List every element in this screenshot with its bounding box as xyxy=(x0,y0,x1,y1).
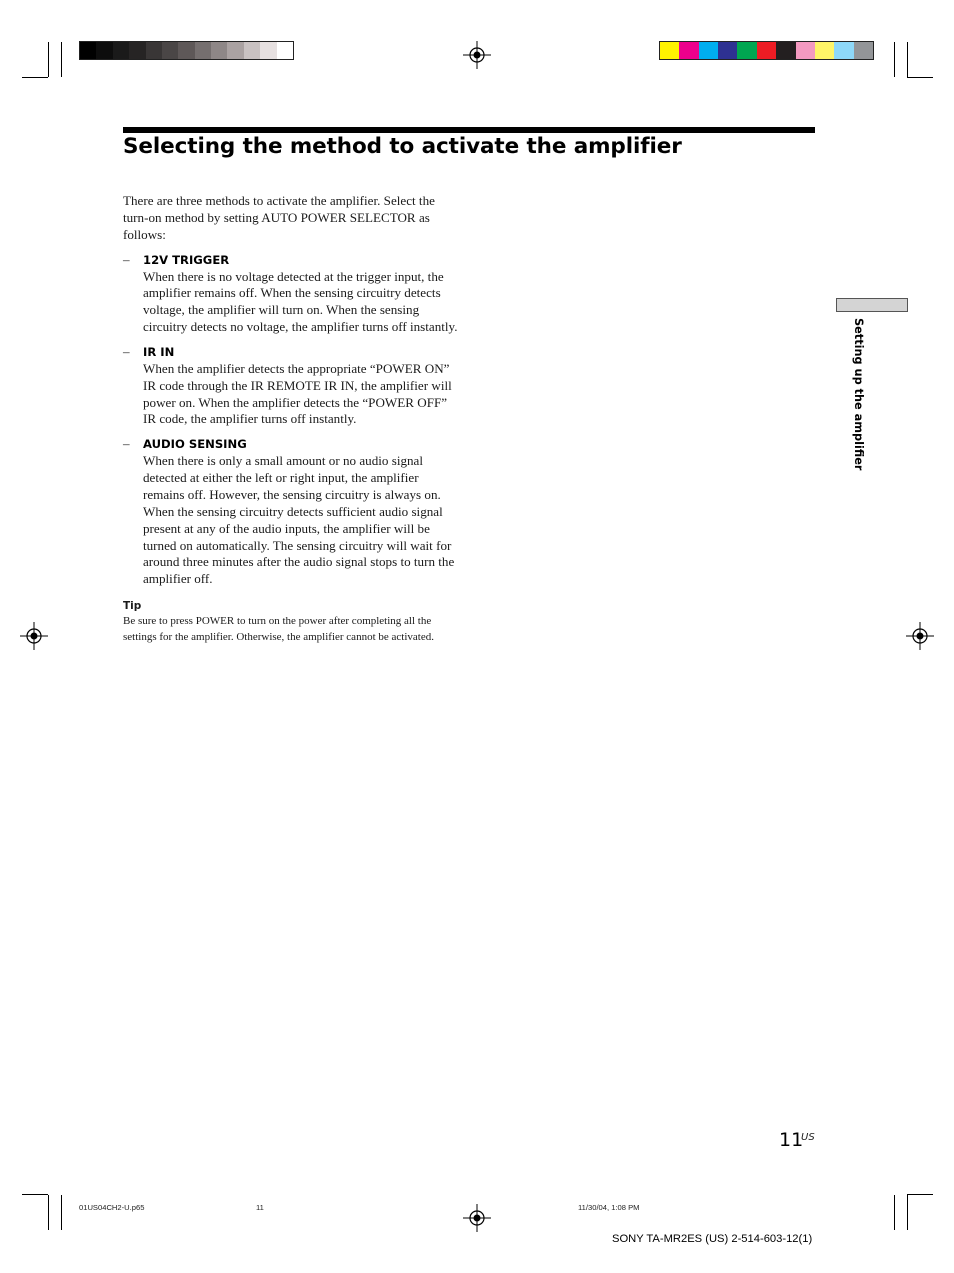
gray-swatch xyxy=(244,42,260,59)
color-swatch xyxy=(699,42,718,59)
gray-swatch xyxy=(80,42,96,59)
color-swatch xyxy=(776,42,795,59)
crop-mark xyxy=(22,1194,48,1195)
list-dash: – xyxy=(123,251,130,267)
main-content xyxy=(123,193,458,645)
tip-text: Be sure to press POWER to turn on the power after completing all the settings for the amplifier. Otherwise, the amplifier cannot be activated. xyxy=(123,615,434,643)
gray-swatch xyxy=(178,42,194,59)
crop-mark xyxy=(907,1195,908,1230)
color-swatch xyxy=(660,42,679,59)
gray-swatch xyxy=(162,42,178,59)
gray-swatch xyxy=(277,42,293,59)
crop-mark xyxy=(22,77,48,78)
page-title: Selecting the method to activate the amplifier xyxy=(123,134,682,159)
method-item-12v-trigger xyxy=(123,252,458,336)
gray-swatch xyxy=(96,42,112,59)
color-swatch xyxy=(718,42,737,59)
gray-swatch xyxy=(260,42,276,59)
color-swatch xyxy=(834,42,853,59)
crop-mark xyxy=(894,1195,895,1230)
color-swatch xyxy=(679,42,698,59)
footer-filename: 01US04CH2-U.p65 xyxy=(79,1203,145,1212)
color-swatch xyxy=(757,42,776,59)
section-tab-marker xyxy=(836,298,908,312)
crop-mark xyxy=(48,42,49,77)
footer-page: 11 xyxy=(256,1203,264,1212)
crop-mark xyxy=(907,1194,933,1195)
method-item-ir-in xyxy=(123,344,458,428)
section-tab-label: Setting up the amplifier xyxy=(852,318,865,471)
registration-mark-icon xyxy=(906,622,934,650)
crop-mark xyxy=(61,1195,62,1230)
heading-rule xyxy=(123,127,815,133)
gray-swatch xyxy=(195,42,211,59)
color-calibration-bar xyxy=(659,41,874,60)
method-item-audio-sensing xyxy=(123,436,458,588)
crop-mark xyxy=(48,1195,49,1230)
method-description: When there is only a small amount or no audio signal detected at either the left or right input, the amplifier remains off. However, the sensing circuitry is always on. When the sensing circuitry detects sufficient audio signal present at any of the audio inputs, the amplifier will be turned on automatically. The sensing circuitry will wait for around three minutes after the audio signal stops to turn the amplifier off. xyxy=(143,453,455,587)
gray-swatch xyxy=(211,42,227,59)
gray-swatch xyxy=(146,42,162,59)
intro-paragraph: There are three methods to activate the amplifier. Select the turn-on method by setting AUTO POWER SELECTOR as follows: xyxy=(123,193,435,242)
list-dash: – xyxy=(123,436,130,452)
gray-swatch xyxy=(227,42,243,59)
page-number-suffix: US xyxy=(801,1132,815,1143)
page-number: 11 xyxy=(779,1129,804,1151)
gray-swatch xyxy=(113,42,129,59)
color-swatch xyxy=(854,42,873,59)
gray-swatch xyxy=(129,42,145,59)
registration-mark-icon xyxy=(463,1204,491,1232)
footer-timestamp: 11/30/04, 1:08 PM xyxy=(578,1203,640,1212)
crop-mark xyxy=(61,42,62,77)
method-title: 12V TRIGGER xyxy=(143,252,230,267)
grayscale-calibration-bar xyxy=(79,41,294,60)
method-description: When there is no voltage detected at the trigger input, the amplifier remains off. When the sensing circuitry detects voltage, the amplifier will turn on. When the sensing circuitry detects no voltage, the amplifier turns off instantly. xyxy=(143,268,458,335)
color-swatch xyxy=(796,42,815,59)
model-number: SONY TA-MR2ES (US) 2-514-603-12(1) xyxy=(612,1233,813,1245)
color-swatch xyxy=(737,42,756,59)
registration-mark-icon xyxy=(463,41,491,69)
tip-label: Tip xyxy=(123,600,142,613)
crop-mark xyxy=(894,42,895,77)
color-swatch xyxy=(815,42,834,59)
method-title: AUDIO SENSING xyxy=(143,437,247,452)
method-title: IR IN xyxy=(143,344,175,359)
method-description: When the amplifier detects the appropriate “POWER ON” IR code through the IR REMOTE IR IN, the amplifier will power on. When the amplifier detects the “POWER OFF” IR code, the amplifier turns off instantly. xyxy=(143,360,452,427)
crop-mark xyxy=(907,77,933,78)
crop-mark xyxy=(907,42,908,77)
registration-mark-icon xyxy=(20,622,48,650)
list-dash: – xyxy=(123,343,130,359)
